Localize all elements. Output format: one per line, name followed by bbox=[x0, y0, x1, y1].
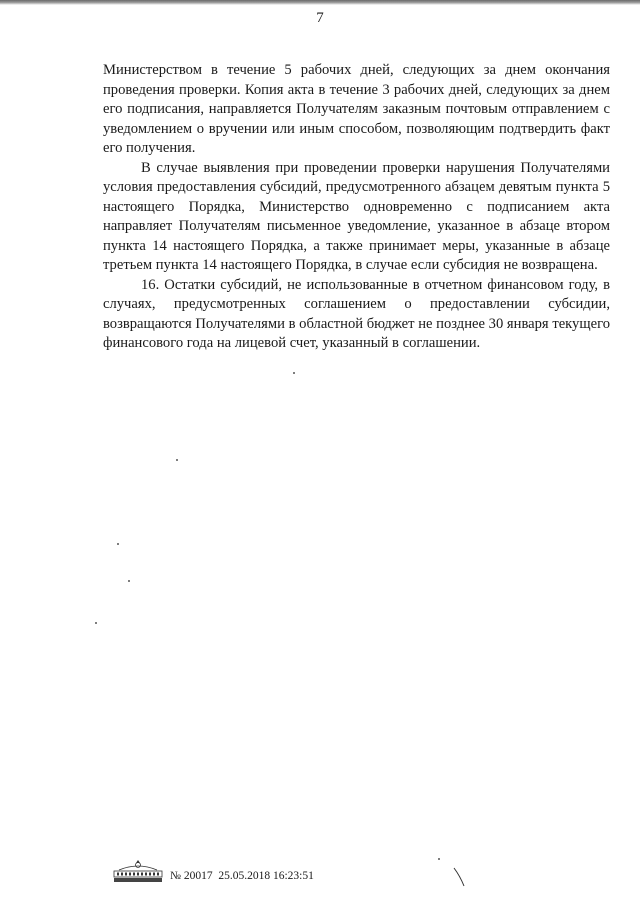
scan-speck bbox=[128, 580, 130, 582]
registry-stamp-logo bbox=[111, 858, 165, 884]
pen-tick-mark bbox=[452, 866, 466, 888]
scan-speck bbox=[95, 622, 97, 624]
doc-timestamp: 25.05.2018 16:23:51 bbox=[218, 870, 314, 882]
paragraph-violation: В случае выявления при проведении проверки нарушения Получателями условия предоставления субсидий, предусмотренного абзацем девятым пункта 5 настоящего Порядка, Министерство одновременно с подписанием акта направляет Получателям письменное уведомление, указанное в абзаце втором пункта 14 настоящего Порядка, а также принимает меры, указанные в абзаце третьем пункта 14 настоящего Порядка, в случае если субсидия не возвращена. bbox=[103, 159, 610, 273]
scan-speck bbox=[438, 858, 440, 860]
document-registration bbox=[170, 870, 314, 882]
scan-speck bbox=[176, 459, 178, 461]
scan-speck bbox=[293, 372, 295, 374]
page-number: 7 bbox=[316, 10, 324, 26]
doc-number: № 20017 bbox=[170, 870, 213, 882]
paragraph-continuation: Министерством в течение 5 рабочих дней, следующих за днем окончания проведения проверки. Копия акта в течение 3 рабочих дней, следующих за днем его подписания, направляется Получателям заказным почтовым отправлением с уведомлением о вручении или иным способом, позволяющим подтвердить факт его получения. bbox=[103, 62, 610, 156]
paragraph-16: 16. Остатки субсидий, не использованные в отчетном финансовом году, в случаях, предусмотренных соглашением о предоставлении субсидии, возвращаются Получателями в областной бюджет не позднее 30 января текущего финансового года на лицевой счет, указанный в соглашении. bbox=[103, 276, 610, 351]
document-body bbox=[103, 61, 610, 354]
scan-speck bbox=[117, 543, 119, 545]
scan-top-edge bbox=[0, 0, 640, 5]
